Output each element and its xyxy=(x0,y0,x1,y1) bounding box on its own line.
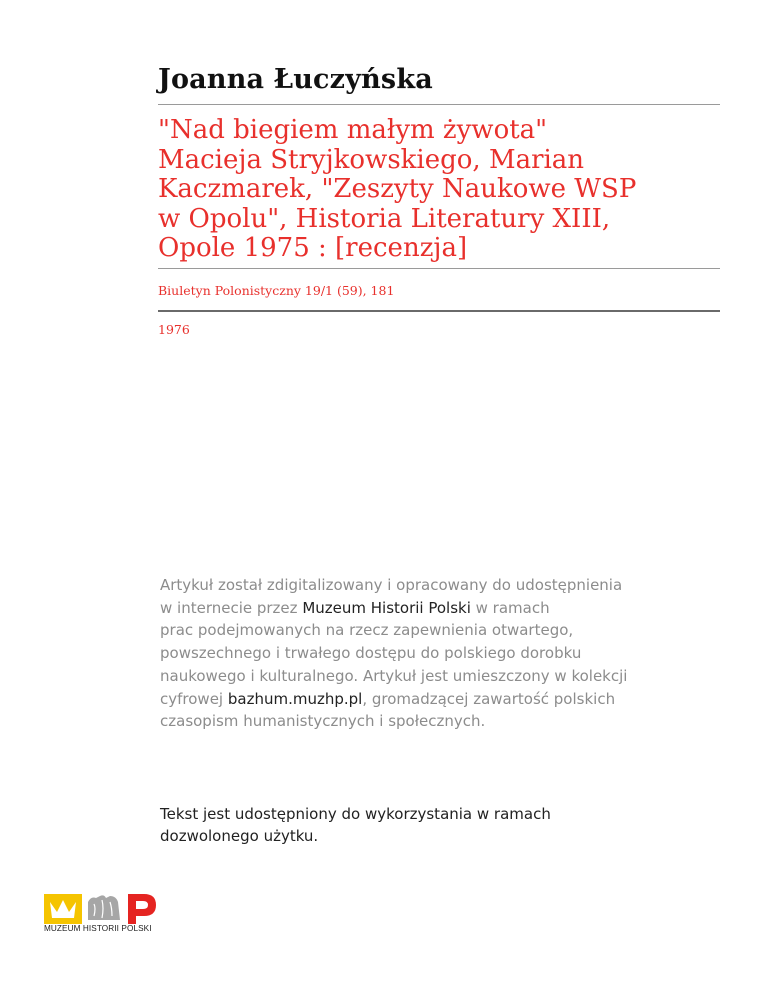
digitization-info xyxy=(160,574,700,733)
eagle-icon xyxy=(88,895,120,920)
info-text: Artykuł został zdigitalizowany i opracowany do udostępnienia w internecie przez xyxy=(160,576,623,617)
divider-bottom xyxy=(158,310,720,312)
title-line: w Opolu", Historia Literatury XIII, xyxy=(158,203,611,234)
info-text: w ramach prac podejmowanych na rzecz zapewnienia otwartego, powszechnego i trwałego dostępu do polskiego dorobku naukowego i kulturalnego. Artykuł jest umieszczony w kolekcji cyfrowej xyxy=(160,598,628,708)
info-text: , gromadzącej zawartość polskich czasopism humanistycznych i społecznych. xyxy=(160,689,616,731)
divider-top xyxy=(158,104,720,105)
divider-middle xyxy=(158,268,720,269)
p-letter-icon xyxy=(128,894,156,924)
logo-caption: MUZEUM HISTORII POLSKI xyxy=(44,924,152,933)
museum-link[interactable]: Muzeum Historii Polski xyxy=(302,598,471,617)
crown-icon xyxy=(44,894,82,924)
title-line: Macieja Stryjkowskiego, Marian xyxy=(158,144,585,175)
license-note: Tekst jest udostępniony do wykorzystania w ramach dozwolonego użytku. xyxy=(160,805,551,845)
bazhum-link[interactable]: bazhum.muzhp.pl xyxy=(227,689,363,708)
title-line: "Nad biegiem małym żywota" xyxy=(158,115,548,145)
article-title xyxy=(158,116,698,264)
source-citation: Biuletyn Polonistyczny 19/1 (59), 181 xyxy=(158,283,395,298)
title-line: Opole 1975 : [recenzja] xyxy=(158,233,468,263)
publication-year: 1976 xyxy=(158,322,190,337)
author-name: Joanna Łuczyńska xyxy=(158,64,433,95)
title-line: Kaczmarek, "Zeszyty Naukowe WSP xyxy=(158,174,637,204)
